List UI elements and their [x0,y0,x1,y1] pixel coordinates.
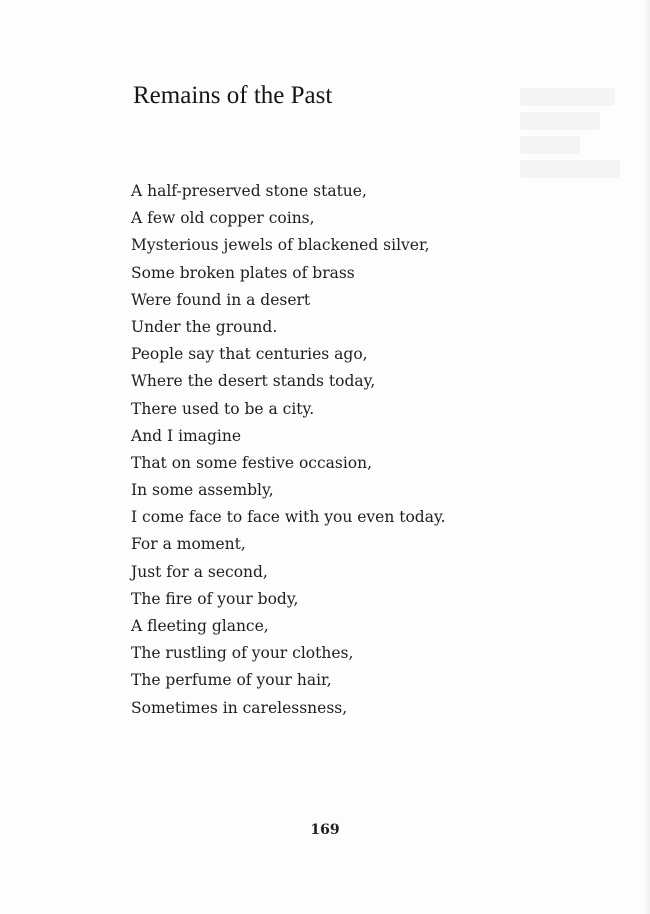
poem-line: Under the ground. [131,317,278,336]
poem-line: I come face to face with you even today. [131,508,446,527]
poem-line: And I imagine [131,426,242,445]
page-edge-shadow [642,0,650,914]
poem-line: For a moment, [131,535,246,554]
poem-line: Sometimes in carelessness, [131,698,348,717]
poem-line: The fire of your body, [131,589,299,608]
poem-line: A half-preserved stone statue, [131,182,367,200]
page-number: 169 [310,822,340,838]
poem-line: Where the desert stands today, [131,372,376,391]
poem-title: Remains of the Past [133,82,333,109]
poem-line: People say that centuries ago, [131,345,368,364]
poem-line: Some broken plates of brass [131,263,355,282]
poem-line: Just for a second, [131,562,268,581]
poem-line: The perfume of your hair, [131,671,332,690]
poem-line: That on some festive occasion, [131,453,373,472]
poem-line: Were found in a desert [131,290,311,309]
poem-body [131,178,446,722]
bleed-through-marks [520,88,630,178]
poem-line: Mysterious jewels of blackened silver, [131,236,430,255]
poem-line: There used to be a city. [131,399,315,418]
poem-line: A fleeting glance, [131,617,269,635]
poem-line: A few old copper coins, [131,209,315,228]
poem-line: In some assembly, [131,481,274,500]
poem-line: The rustling of your clothes, [131,644,354,663]
